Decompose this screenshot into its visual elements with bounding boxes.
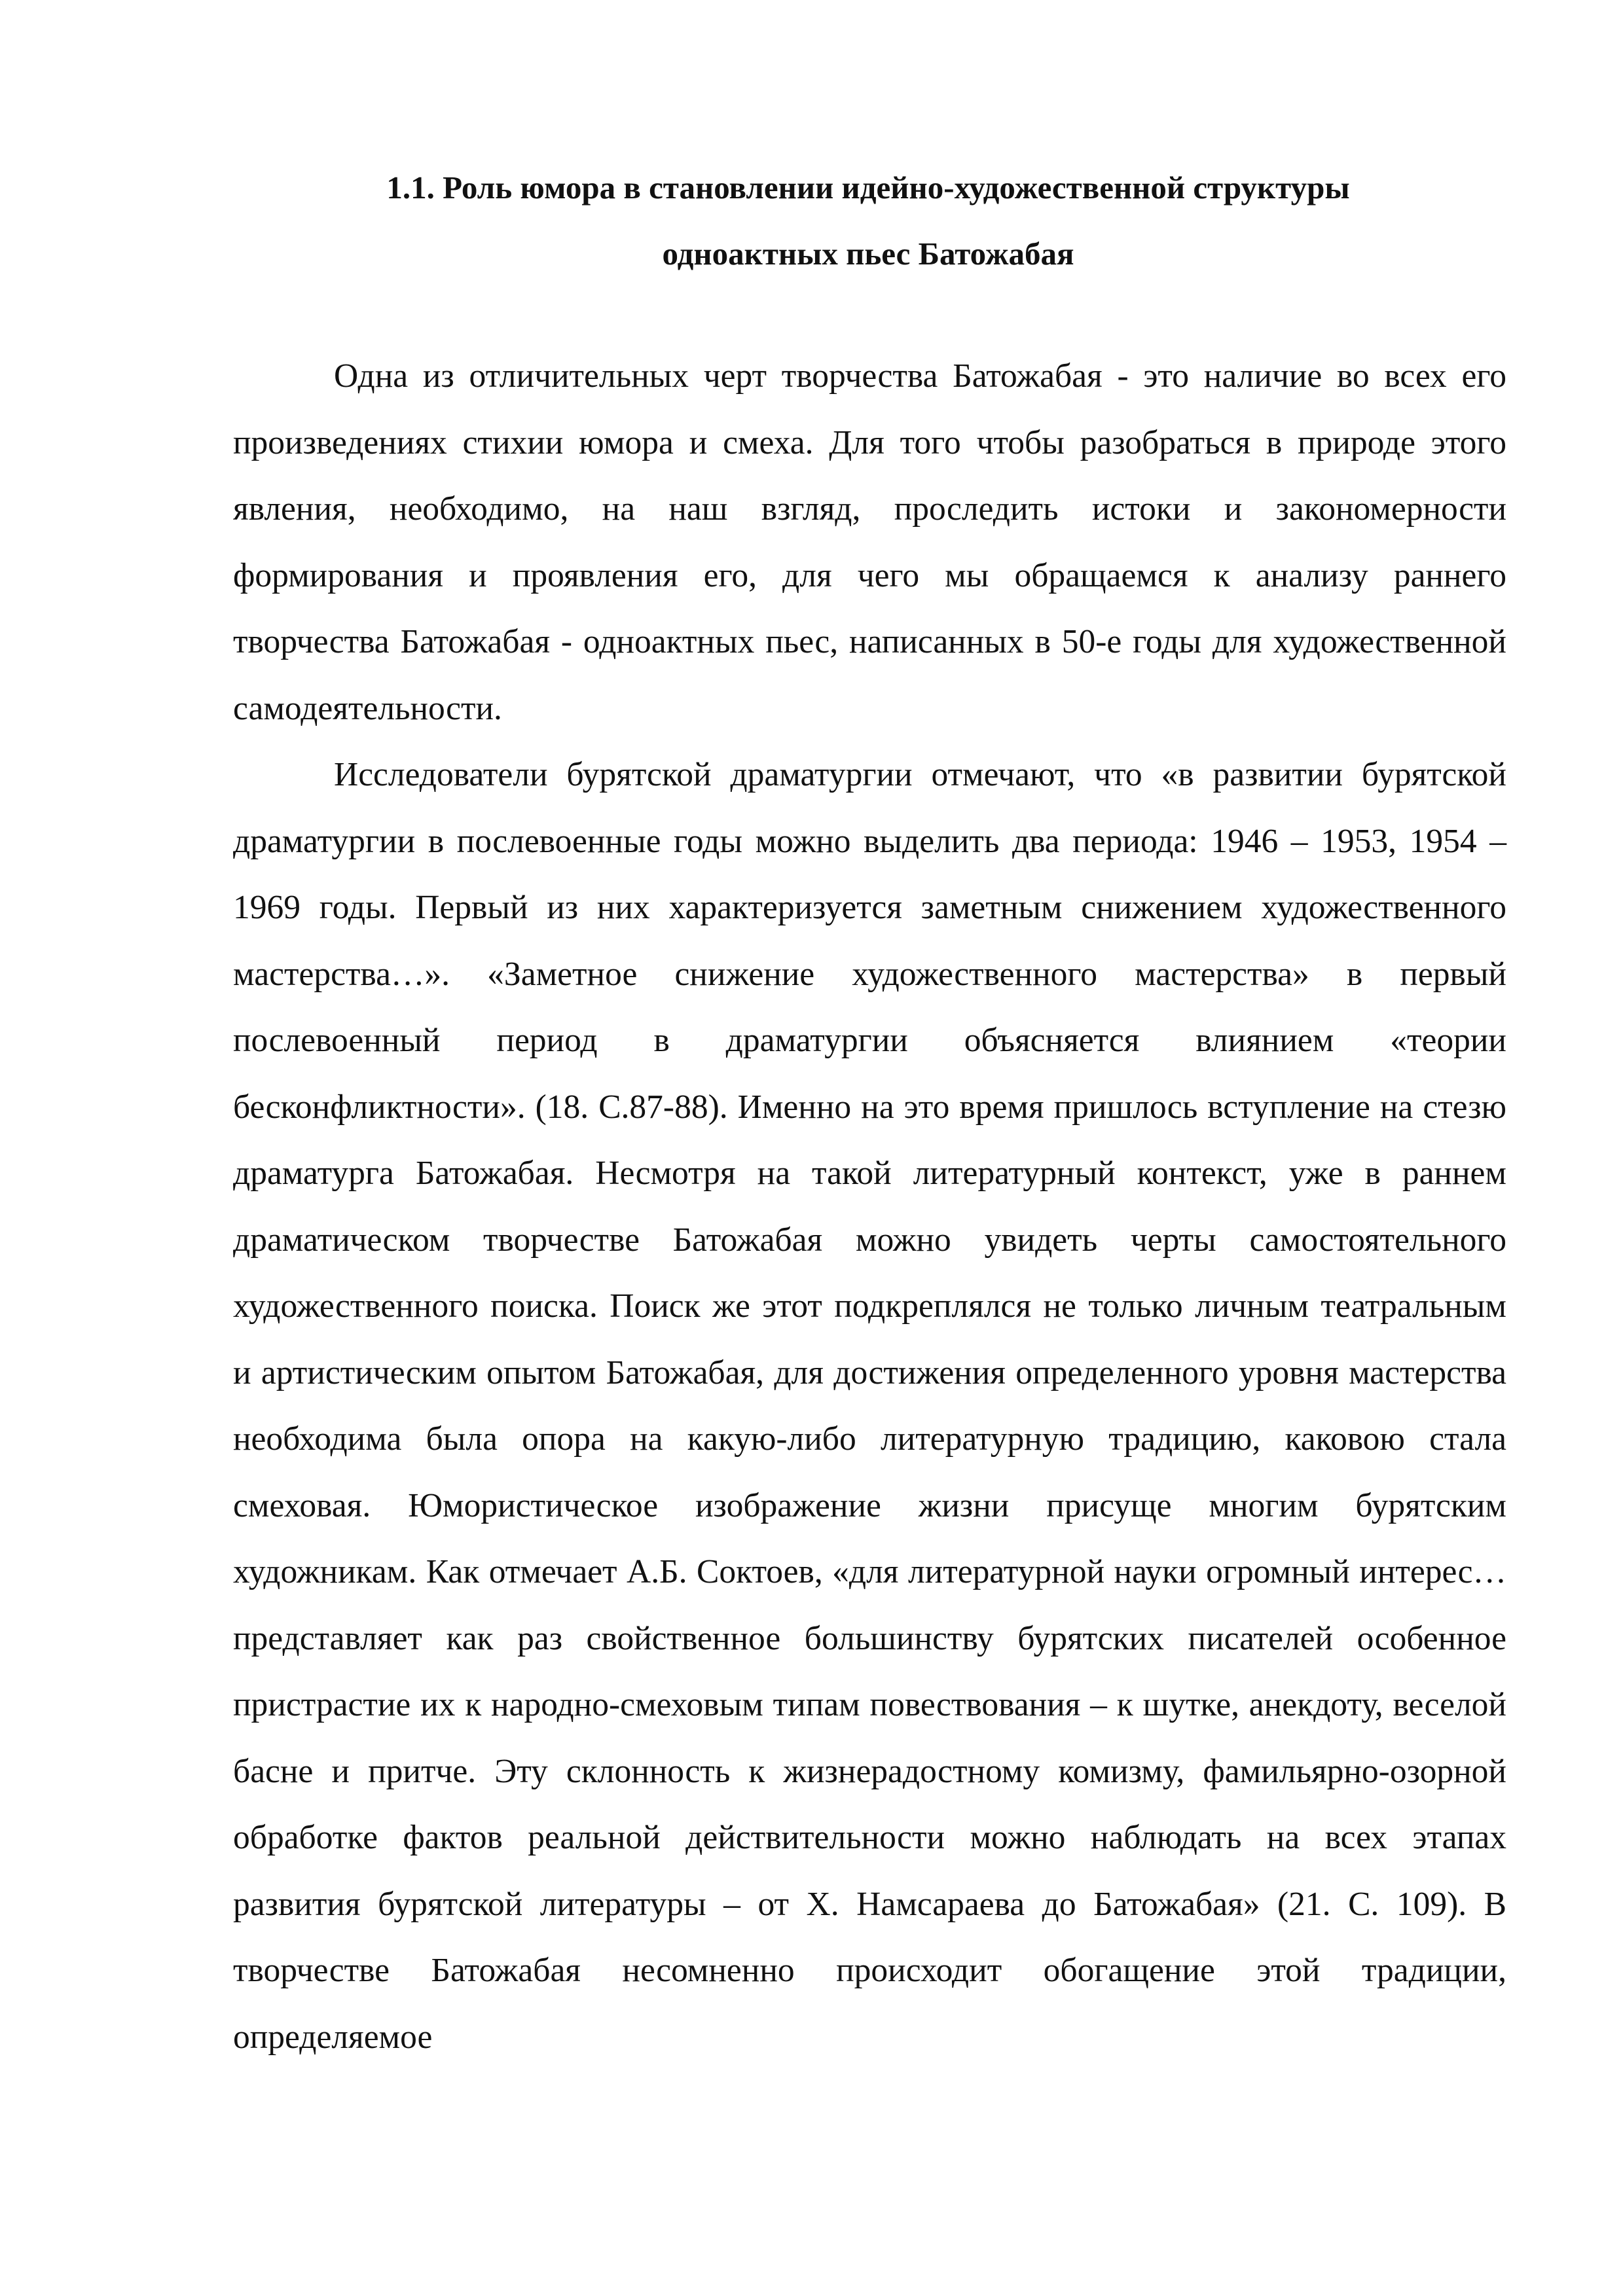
paragraph-1: Одна из отличительных черт творчества Батожабая - это наличие во всех его произведениях стихии юмора и смеха. Для того чтобы разобраться в природе этого явления, необходимо, на наш взгляд, проследить истоки и закономерности формирования и проявления его, для чего мы обращаемся к анализу раннего творчества Батожабая - одноактных пьес, написанных в 50-е годы для художественной самодеятельности. [233, 357, 1506, 727]
section-heading [233, 154, 1503, 287]
heading-line-1: 1.1. Роль юмора в становлении идейно-художественной структуры [386, 170, 1350, 206]
paragraph-2: Исследователи бурятской драматургии отмечают, что «в развитии бурятской драматургии в послевоенные годы можно выделить два периода: 1946 – 1953, 1954 – 1969 годы. Первый из них характеризуется заметным снижением художественного мастерства…». «Заметное снижение художественного мастерства» в первый послевоенный период в драматургии объясняется влиянием «теории бесконфликтности». (18. С.87-88). Именно на это время пришлось вступление на стезю драматурга Батожабая. Несмотря на такой литературный контекст, уже в раннем драматическом творчестве Батожабая можно увидеть черты самостоятельного художественного поиска. Поиск же этот подкреплялся не только личным театральным и артистическим опытом Батожабая, для достижения определенного уровня мастерства необходима была опора на какую-либо литературную традицию, каковою стала смеховая. Юмористическое изображение жизни присуще многим бурятским художникам. Как отмечает А.Б. Соктоев, «для литературной науки огромный интерес… представляет как раз свойственное большинству бурятских писателей особенное пристрастие их к народно-смеховым типам повествования – к шутке, анекдоту, веселой басне и притче. Эту склонность к жизнерадостному комизму, фамильярно-озорной обработке фактов реальной действительности можно наблюдать на всех этапах развития бурятской литературы – от Х. Намсараева до Батожабая» (21. С. 109). В творчестве Батожабая несомненно происходит обогащение этой традиции, определяемое [233, 756, 1506, 2056]
heading-line-2: одноактных пьес Батожабая [662, 236, 1074, 272]
body-text [233, 343, 1506, 2070]
